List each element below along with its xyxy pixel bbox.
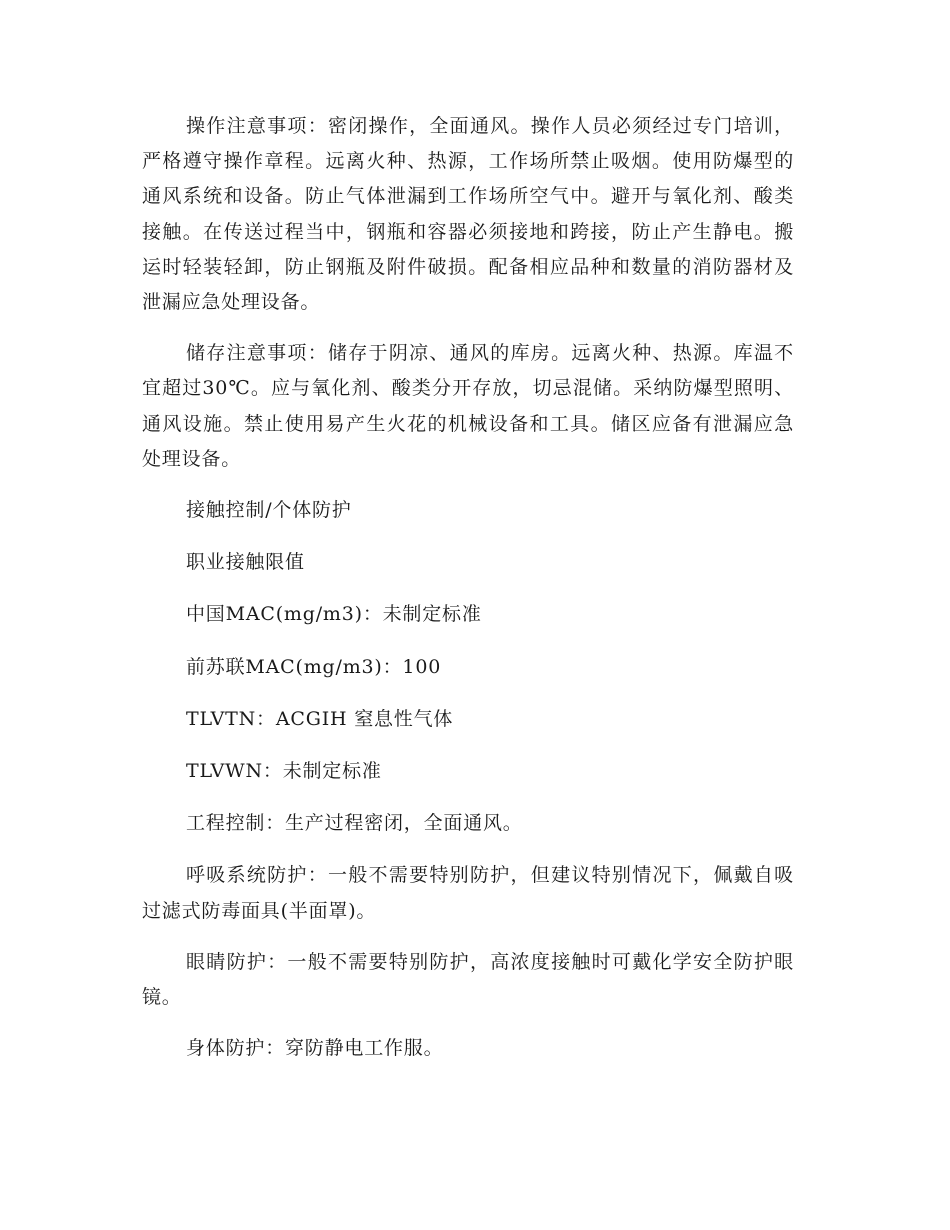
limit-china-mac: 中国MAC(mg/m3)：未制定标准	[186, 603, 482, 626]
paragraph-operation-precautions: 操作注意事项：密闭操作，全面通风。操作人员必须经过专门培训，严格遵守操作章程。远离火种、热源，工作场所禁止吸烟。使用防爆型的通风系统和设备。防止气体泄漏到工作场所空气中。避开与氧化剂、酸类接触。在传送过程当中，钢瓶和容器必须接地和跨接，防止产生静电。搬运时轻装轻卸，防止钢瓶及附件破损。配备相应品种和数量的消防器材及泄漏应急处理设备。	[142, 115, 794, 314]
limit-tlvwn: TLVWN：未制定标准	[186, 760, 382, 783]
paragraph-body-protection: 身体防护：穿防静电工作服。	[186, 1037, 444, 1060]
paragraph-engineering-control: 工程控制：生产过程密闭，全面通风。	[186, 812, 523, 835]
paragraph-storage-precautions: 储存注意事项：储存于阴凉、通风的库房。远离火种、热源。库温不宜超过30℃。应与氧化剂、酸类分开存放，切忌混储。采纳防爆型照明、通风设施。禁止使用易产生火花的机械设备和工具。储区应备有泄漏应急处理设备。	[142, 342, 794, 470]
limit-ussr-mac: 前苏联MAC(mg/m3)：100	[186, 655, 442, 678]
section-heading-exposure-control: 接触控制/个体防护	[186, 499, 352, 522]
paragraph-eye-protection: 眼睛防护：一般不需要特别防护，高浓度接触时可戴化学安全防护眼镜。	[142, 950, 794, 1009]
paragraph-respiratory-protection: 呼吸系统防护：一般不需要特别防护，但建议特别情况下，佩戴自吸过滤式防毒面具(半面罩)。	[142, 864, 794, 922]
section-heading-exposure-limits: 职业接触限值	[186, 551, 305, 574]
limit-tlvtn: TLVTN：ACGIH 窒息性气体	[186, 707, 454, 730]
document-page	[142, 109, 794, 1082]
